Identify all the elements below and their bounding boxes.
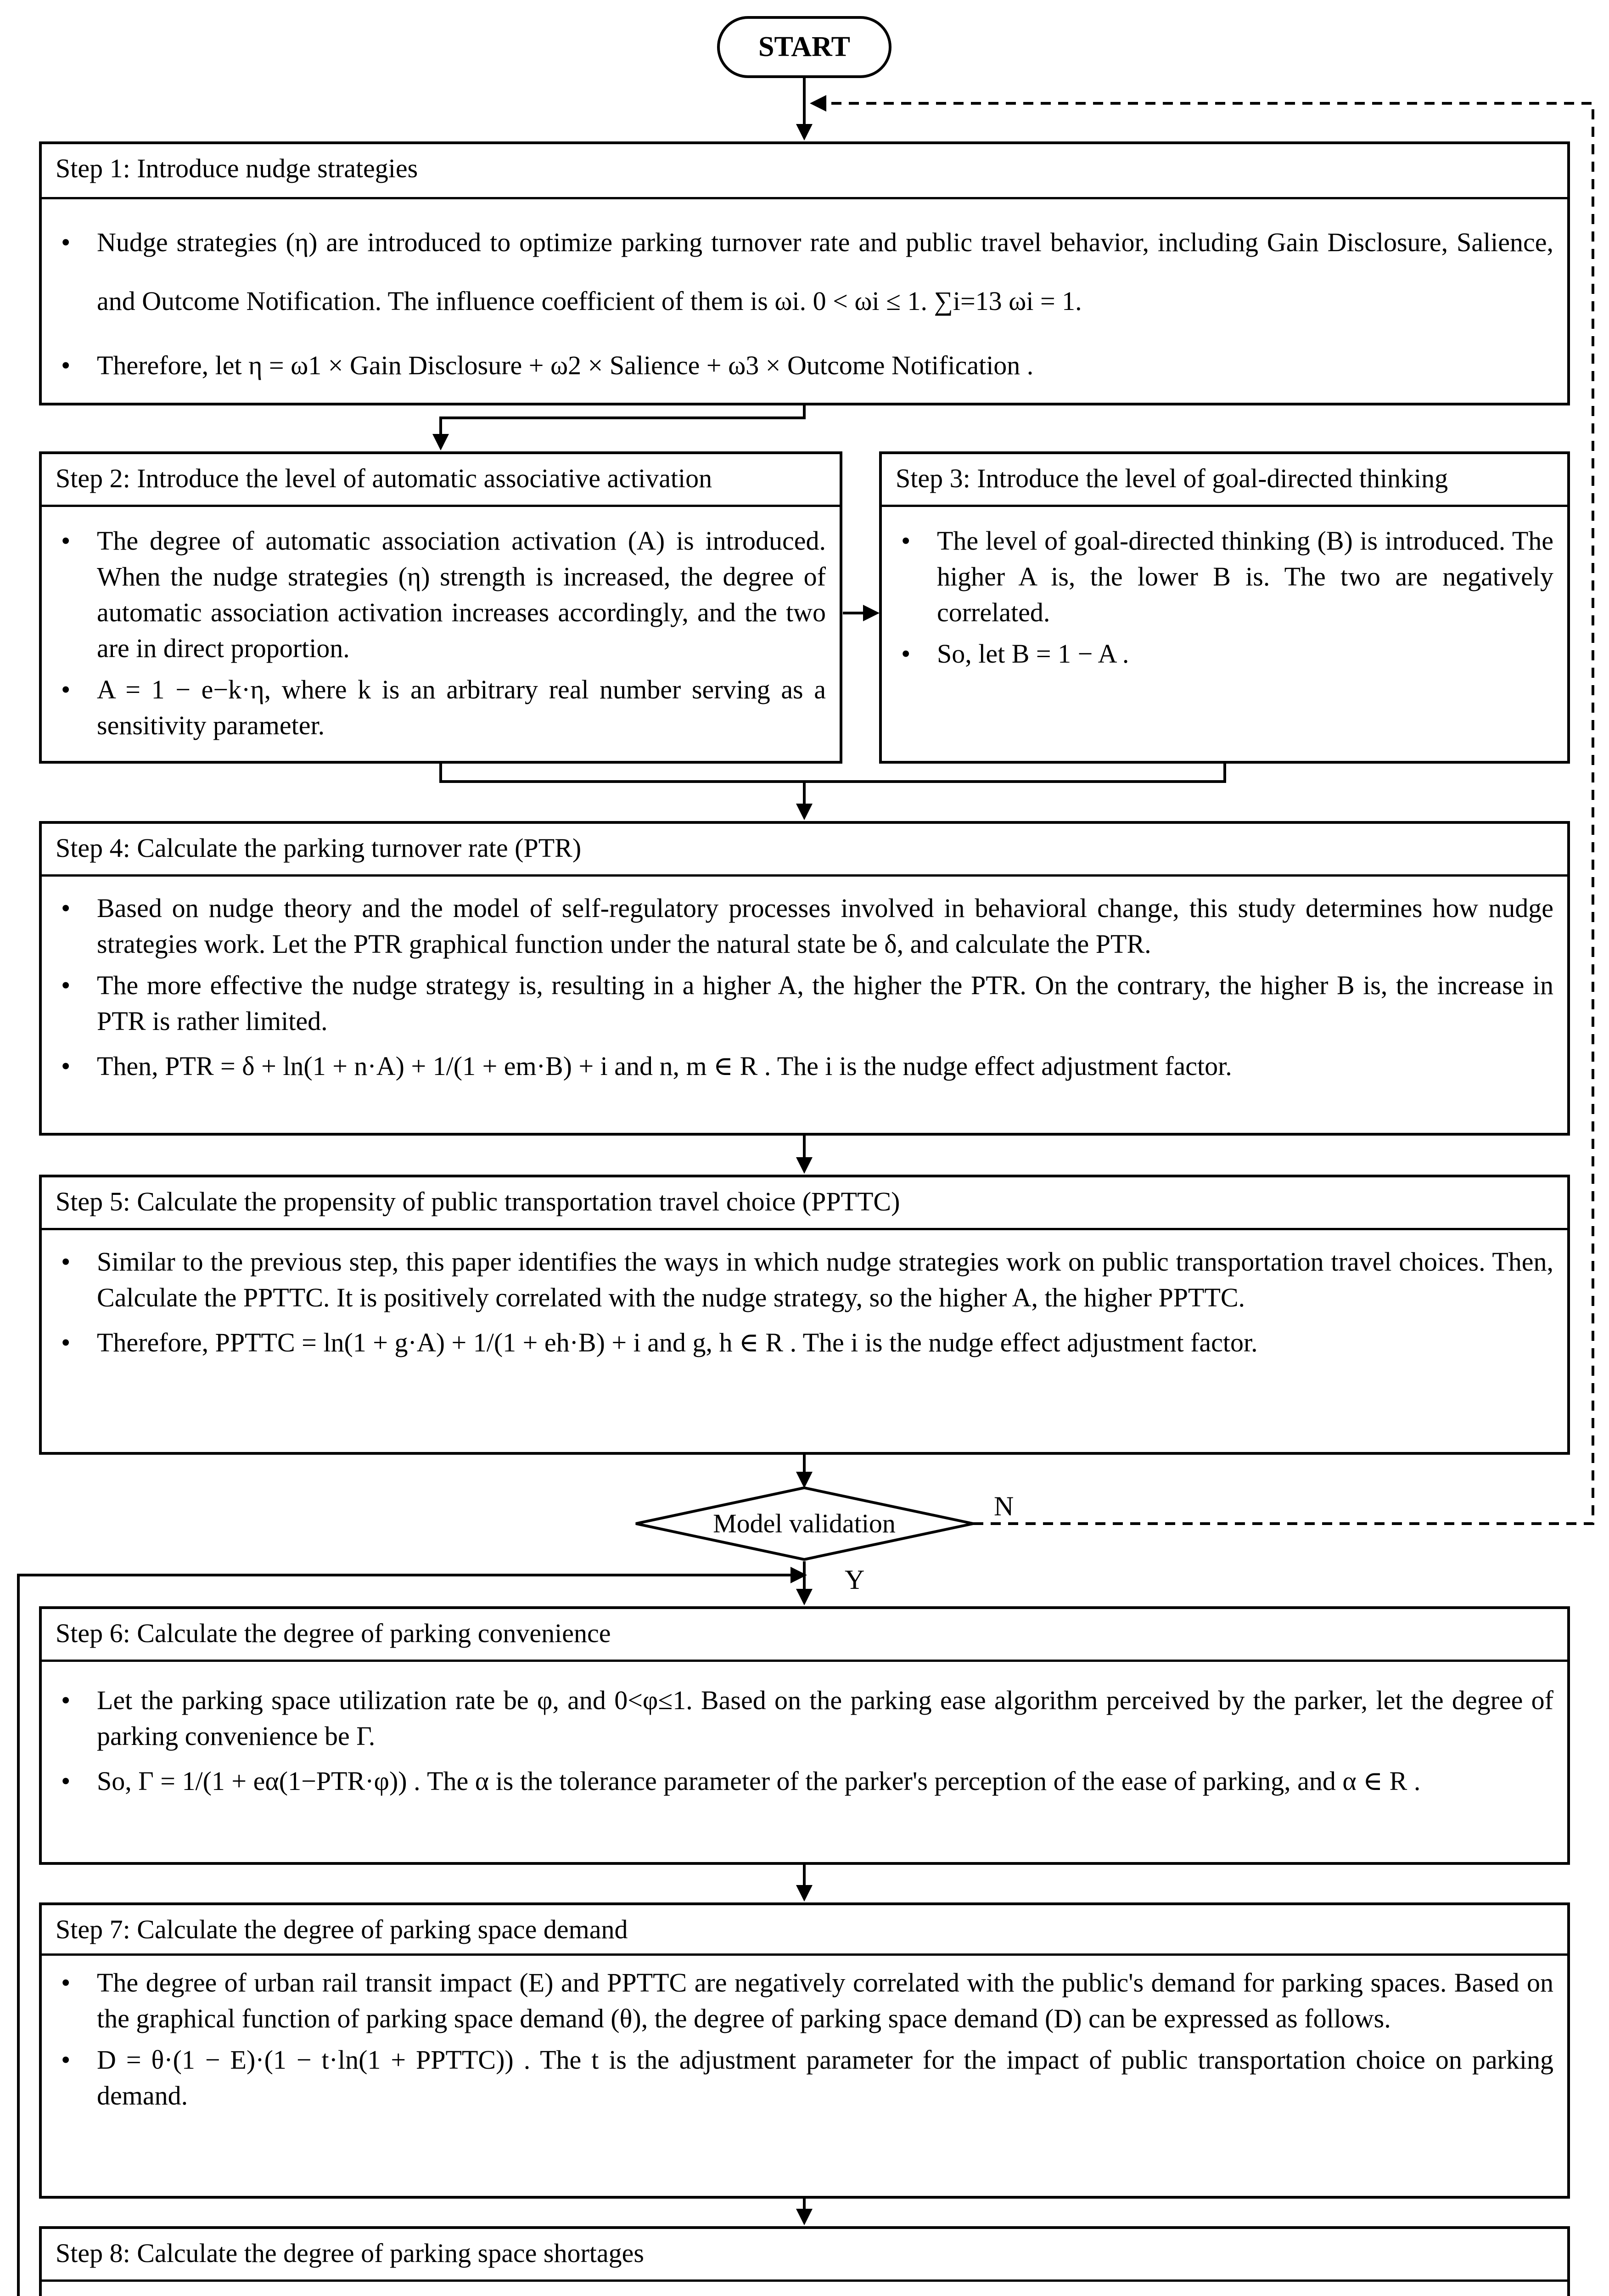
step3-bullet-2: • So, let B = 1 − A . (937, 636, 1553, 672)
step3-divider (882, 505, 1567, 507)
step8-box (39, 2226, 1570, 2296)
step5-divider (42, 1228, 1567, 1230)
step6-box (39, 1606, 1570, 1865)
step5-bullet-2: • Therefore, PPTTC = ln(1 + g·A) + 1/(1 + eh·B) + i and g, h ∈ R . The i is the nudge effect adjustment factor. (97, 1325, 1553, 1361)
step4-bullet-2: • The more effective the nudge strategy is, resulting in a higher A, the higher the PTR. On the contrary, the higher B is, the increase in PTR is rather limited. (97, 968, 1553, 1039)
step2-title: Step 2: Introduce the level of automatic associative activation (56, 463, 712, 493)
step7-title: Step 7: Calculate the degree of parking space demand (56, 1914, 628, 1944)
step4-divider (42, 874, 1567, 877)
step1-bullet-1: • Nudge strategies (η) are introduced to optimize parking turnover rate and public travel behavior, including Gain Disclosure, Salience, and Outcome Notification. The influence coefficient of them is ωi. 0 < ωi ≤ 1. ∑i=13 ωi = 1. (97, 213, 1553, 331)
step4-content (97, 890, 1553, 1090)
step1-title: Step 1: Introduce nudge strategies (56, 153, 418, 183)
arrow-step1-step2 (441, 403, 804, 448)
step5-content (97, 1244, 1553, 1366)
step1-divider (42, 197, 1567, 199)
start-terminal (717, 16, 891, 78)
step1-bullet-2: • Therefore, let η = ω1 × Gain Disclosure + ω2 × Salience + ω3 × Outcome Notification . (97, 336, 1553, 395)
step5-box (39, 1175, 1570, 1455)
step7-bullet-1: • The degree of urban rail transit impact (E) and PPTTC are negatively correlated with the public's demand for parking spaces. Based on the graphical function of parking space demand (θ), the degree of parking space demand (D) can be expressed as follows. (97, 1965, 1553, 2037)
step4-box (39, 821, 1570, 1136)
step2-bullet-1: • The degree of automatic association activation (A) is introduced. When the nudge strategies (η) strength is increased, the degree of automatic association activation increases accordingly, and the two are in direct proportion. (97, 523, 826, 666)
validation-no-label: N (994, 1491, 1014, 1521)
step6-divider (42, 1660, 1567, 1662)
step5-bullet-1: • Similar to the previous step, this paper identifies the ways in which nudge strategies work on public transportation travel choices. Then, Calculate the PPTTC. It is positively correlated with the nudge strategy, so the higher A, the higher PPTTC. (97, 1244, 1553, 1316)
merge-step2-step3 (441, 762, 1225, 782)
step8-title: Step 8: Calculate the degree of parking space shortages (56, 2238, 644, 2268)
step8-divider (42, 2279, 1567, 2282)
step1-box (39, 141, 1570, 405)
step3-box (879, 451, 1570, 764)
step2-content (97, 523, 826, 749)
step6-bullet-1: • Let the parking space utilization rate be φ, and 0<φ≤1. Based on the parking ease algorithm perceived by the parker, let the degree of parking convenience be Γ. (97, 1683, 1553, 1754)
step4-title: Step 4: Calculate the parking turnover rate (PTR) (56, 833, 582, 863)
step1-content (97, 213, 1553, 400)
step2-bullet-2: • A = 1 − e−k·η, where k is an arbitrary real number serving as a sensitivity parameter. (97, 672, 826, 743)
start-label: START (758, 31, 850, 62)
step3-bullet-1: • The level of goal-directed thinking (B) is introduced. The higher A is, the lower B is. The two are negatively correlated. (937, 523, 1553, 630)
step2-box (39, 451, 842, 764)
step3-title: Step 3: Introduce the level of goal-directed thinking (896, 463, 1448, 493)
step7-bullet-2: • D = θ·(1 − E)·(1 − t·ln(1 + PPTTC)) . The t is the adjustment parameter for the impact of public transportation choice on parking demand. (97, 2042, 1553, 2114)
step3-content (937, 523, 1553, 677)
validation-yes-label: Y (845, 1564, 865, 1595)
step7-content (97, 1965, 1553, 2119)
step6-bullet-2: • So, Γ = 1/(1 + eα(1−PTR·φ)) . The α is the tolerance parameter of the parker's perception of the ease of parking, and α ∈ R . (97, 1763, 1553, 1799)
step2-divider (42, 505, 840, 507)
step6-title: Step 6: Calculate the degree of parking convenience (56, 1618, 611, 1648)
step5-title: Step 5: Calculate the propensity of public transportation travel choice (PPTTC) (56, 1187, 900, 1216)
step6-content (97, 1683, 1553, 1805)
validation-label: Model validation (713, 1508, 896, 1538)
step7-divider (42, 1953, 1567, 1956)
step4-bullet-3: • Then, PTR = δ + ln(1 + n·A) + 1/(1 + em·B) + i and n, m ∈ R . The i is the nudge effect adjustment factor. (97, 1048, 1553, 1084)
step4-bullet-1: • Based on nudge theory and the model of self-regulatory processes involved in behavioral change, this study determines how nudge strategies work. Let the PTR graphical function under the natural state be δ, and calculate the PTR. (97, 890, 1553, 962)
step7-box (39, 1902, 1570, 2199)
